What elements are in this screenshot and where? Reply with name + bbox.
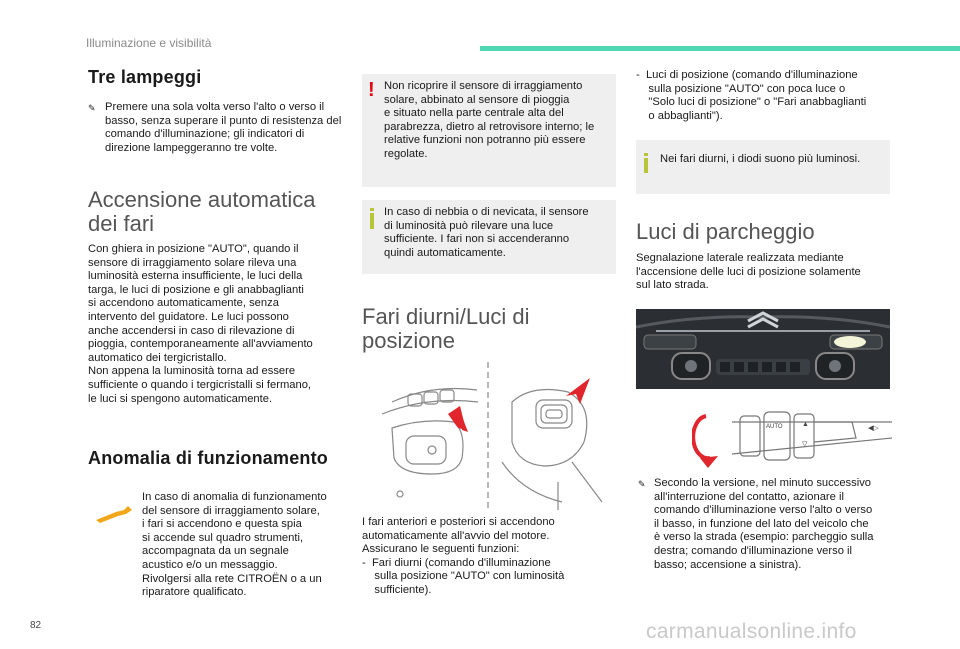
text-line: Secondo la versione, nel minuto successivo bbox=[654, 477, 872, 489]
text-line: di luminosità può rilevare una luce bbox=[384, 219, 554, 232]
section-header: Illuminazione e visibilità bbox=[86, 36, 212, 50]
stalk-auto-label: AUTO bbox=[766, 424, 783, 430]
text-line: solare, abbinato al sensore di pioggia bbox=[384, 93, 570, 106]
text-line: basso; accensione a sinistra). bbox=[654, 558, 802, 571]
text-line: automaticamente all'avvio del motore. bbox=[362, 529, 550, 542]
info-icon-bar bbox=[370, 213, 374, 229]
text-line: si accende sul quadro strumenti, bbox=[142, 531, 304, 544]
accensione-title-line1: Accensione automatica bbox=[88, 187, 316, 212]
text-line: - Fari diurni (comando d'illuminazione bbox=[362, 556, 551, 569]
text-line: automatico dei tergicristallo. bbox=[88, 351, 227, 364]
text-line: In caso di anomalia di funzionamento bbox=[142, 491, 327, 503]
fari-title-line2: posizione bbox=[362, 328, 455, 353]
text-line: acustico e/o un messaggio. bbox=[142, 558, 278, 571]
dashboard-switch-illustration bbox=[362, 362, 616, 510]
text-line: è verso la strada (esempio: parcheggio sulla bbox=[654, 531, 874, 544]
text-line: Assicurano le seguenti funzioni: bbox=[362, 543, 520, 556]
lighting-stalk-illustration bbox=[692, 400, 892, 472]
text-line: I fari anteriori e posteriori si accendono bbox=[362, 516, 555, 528]
accensione-body bbox=[88, 243, 348, 406]
text-line: relative funzioni non potranno più essere bbox=[384, 134, 586, 147]
parcheggio-title: Luci di parcheggio bbox=[636, 219, 815, 244]
svg-text:▲: ▲ bbox=[802, 421, 809, 428]
text-line: targa, le luci di posizione e gli anabbaglianti bbox=[88, 283, 304, 296]
text-line: Segnalazione laterale realizzata mediante bbox=[636, 252, 844, 264]
parcheggio-body bbox=[636, 252, 896, 293]
text-line: del sensore di irraggiamento solare, bbox=[142, 504, 320, 517]
page-number: 82 bbox=[30, 620, 42, 631]
parcheggio-bullet-body bbox=[654, 477, 904, 572]
text-line: Rivolgersi alla rete CITROËN o a un bbox=[142, 572, 322, 585]
svg-text:◀▷: ◀▷ bbox=[868, 425, 879, 432]
info-text bbox=[384, 206, 614, 260]
warning-text bbox=[384, 80, 614, 162]
info-icon bbox=[644, 153, 648, 156]
text-line: pioggia, contemporaneamente all'avviamento bbox=[88, 338, 313, 351]
bullet-icon: ✎ bbox=[638, 479, 646, 489]
text-line: all'interruzione del contatto, azionare il bbox=[654, 490, 844, 503]
text-line: In caso di nebbia o di nevicata, il sensore bbox=[384, 206, 589, 218]
text-line: Non ricoprire il sensore di irraggiamento bbox=[384, 80, 583, 92]
text-line: destra; comando d'illuminazione verso il bbox=[654, 544, 853, 557]
text-line: regolate. bbox=[384, 147, 428, 160]
text-line: sulla posizione "AUTO" con luminosità bbox=[362, 570, 565, 583]
text-line: accompagnata da un segnale bbox=[142, 545, 289, 558]
text-line: sulla posizione "AUTO" con poca luce o bbox=[636, 82, 846, 95]
bullet-icon: ✎ bbox=[88, 103, 96, 113]
text-line: i fari si accendono e questa spia bbox=[142, 518, 302, 531]
info-text-diodes: Nei fari diurni, i diodi suono più luminosi. bbox=[660, 153, 861, 165]
info-box bbox=[362, 200, 616, 274]
text-line: o abbaglianti"). bbox=[636, 109, 723, 122]
accensione-title-line2: dei fari bbox=[88, 211, 155, 236]
luci-posizione-body bbox=[636, 69, 896, 123]
text-line: "Solo luci di posizione" o "Fari anabbaglianti bbox=[636, 96, 867, 109]
text-line: e situato nella parte centrale alta del bbox=[384, 107, 564, 120]
text-line: intervento del guidatore. Le luci possono bbox=[88, 310, 289, 323]
info-icon bbox=[370, 208, 374, 211]
text-line: luminosità esterna insufficiente, le luci della bbox=[88, 270, 303, 283]
warning-box bbox=[362, 74, 616, 187]
anomalia-title: Anomalia di funzionamento bbox=[88, 448, 329, 468]
info-box-diodes bbox=[636, 140, 890, 194]
warning-icon: ! bbox=[368, 79, 375, 101]
text-line: sufficiente). bbox=[362, 583, 432, 596]
tre-lampeggi-text: Premere una sola volta verso l'alto o verso il basso, senza superare il punto di resistenza del comando d'illuminazione; gli indicatori di direzione lampeggeranno tre volte. bbox=[105, 101, 342, 154]
info-icon-bar bbox=[644, 158, 648, 173]
watermark: carmanualsonline.info bbox=[646, 620, 857, 643]
text-line: sufficiente o quando i tergicristalli si fermano, bbox=[88, 378, 312, 391]
svg-text:▽: ▽ bbox=[802, 441, 808, 448]
text-line: anche accendersi in caso di rilevazione di bbox=[88, 324, 295, 337]
wrench-warning-icon bbox=[94, 504, 134, 524]
text-line: Non appena la luminosità torna ad essere bbox=[88, 365, 296, 378]
text-line: l'accensione delle luci di posizione solamente bbox=[636, 265, 861, 278]
text-line: sensore di irraggiamento solare rileva una bbox=[88, 256, 297, 269]
anomalia-body bbox=[142, 491, 342, 600]
text-line: sufficiente. I fari non si accenderanno bbox=[384, 233, 570, 246]
tre-lampeggi-title: Tre lampeggi bbox=[88, 67, 202, 87]
text-line: il basso, in funzione del lato del veicolo che bbox=[654, 517, 869, 530]
text-line: le luci si spengono automaticamente. bbox=[88, 392, 273, 405]
text-line: comando d'illuminazione verso l'alto o verso bbox=[654, 504, 873, 517]
text-line: quindi automaticamente. bbox=[384, 246, 506, 259]
text-line: sul lato strada. bbox=[636, 279, 709, 292]
fari-body bbox=[362, 516, 622, 598]
text-line: parabrezza, dietro al retrovisore interno; le bbox=[384, 120, 595, 133]
car-front-photo bbox=[636, 309, 890, 389]
text-line: si accendono automaticamente, senza bbox=[88, 297, 279, 310]
header-accent-bar bbox=[480, 46, 960, 51]
text-line: riparatore qualificato. bbox=[142, 586, 247, 599]
text-line: - Luci di posizione (comando d'illuminazione bbox=[636, 69, 858, 81]
fari-title-line1: Fari diurni/Luci di bbox=[362, 304, 530, 329]
text-line: Con ghiera in posizione "AUTO", quando il bbox=[88, 243, 299, 255]
